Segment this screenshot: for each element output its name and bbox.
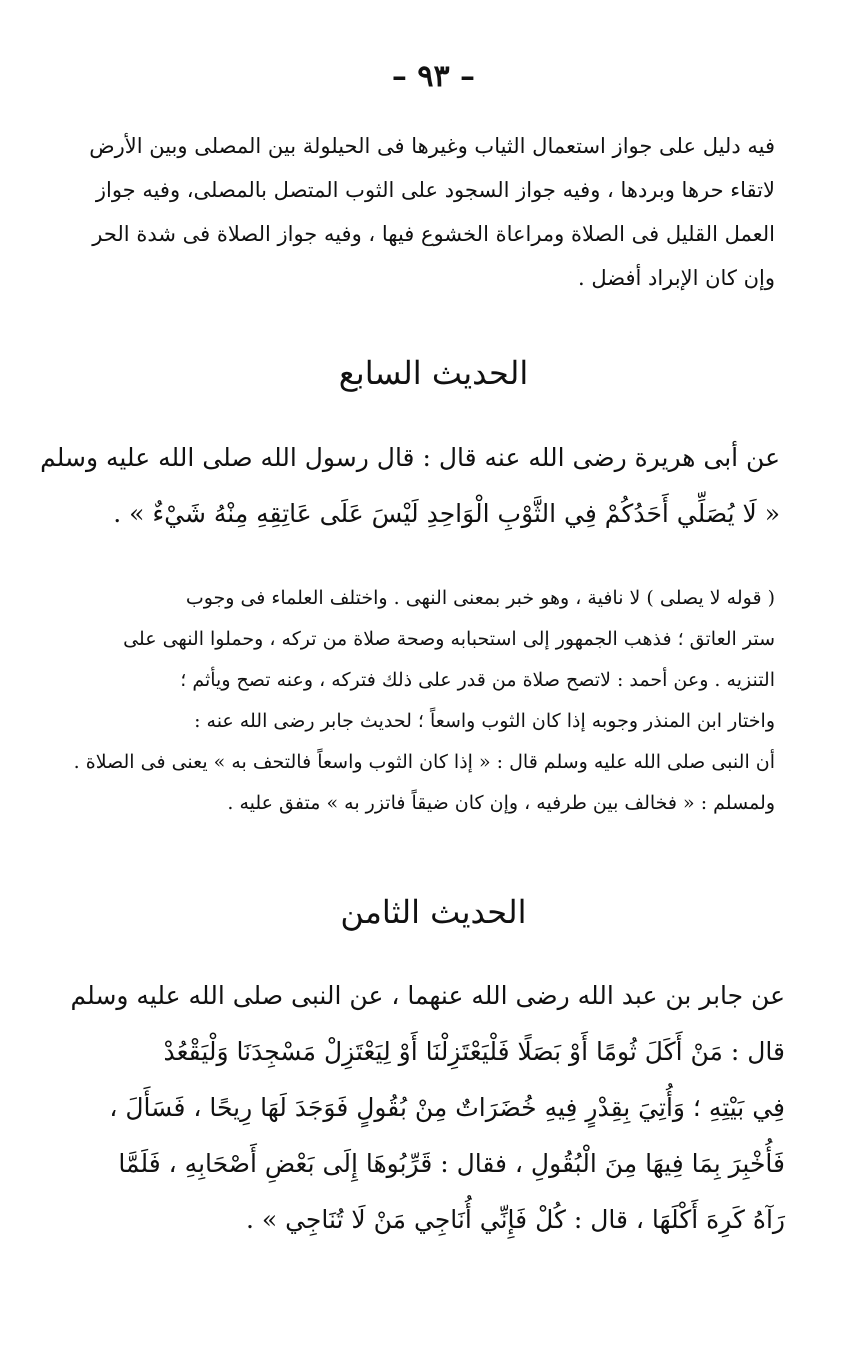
text-line: واختار ابن المنذر وجوبه إذا كان الثوب واسعاً ؛ لحديث جابر رضى الله عنه : [194,710,775,732]
paragraph-commentary-6 [89,124,775,300]
text-line: ولمسلم : « فخالف بين طرفيه ، وإن كان ضيقاً فاتزر به » متفق عليه . [227,792,775,814]
text-line: ( قوله لا يصلى ) لا نافية ، وهو خبر بمعنى النهى . واختلف العلماء فى وجوب [185,587,775,609]
text-line: قال : مَنْ أَكَلَ ثُومًا أَوْ بَصَلًا فَلْيَعْتَزِلْنَا أَوْ لِيَعْتَزِلْ مَسْجِدَنَا وَلْيَقْعُدْ [163,1037,785,1066]
text-line: العمل القليل فى الصلاة ومراعاة الخشوع فيها ، وفيه جواز الصلاة فى شدة الحر [92,222,775,246]
text-line: عن أبى هريرة رضى الله عنه قال : قال رسول الله صلى الله عليه وسلم [40,443,780,472]
text-line: « لَا يُصَلِّي أَحَدُكُمْ فِي الثَّوْبِ الْوَاحِدِ لَيْسَ عَلَى عَاتِقِهِ مِنْهُ شَيْءٌ » . [113,499,780,528]
text-line: وإن كان الإبراد أفضل . [577,266,775,290]
heading-hadith-7: الحديث السابع [338,354,529,392]
text-line: التنزيه . وعن أحمد : لاتصح صلاة من قدر على ذلك فتركه ، وعنه تصح ويأثم ؛ [180,669,775,691]
text-line: فَأُخْبِرَ بِمَا فِيهَا مِنَ الْبُقُولِ ، فقال : قَرِّبُوهَا إِلَى بَعْضِ أَصْحَابِهِ ، فَلَمَّا [118,1149,785,1178]
text-line: ستر العاتق ؛ فذهب الجمهور إلى استحبابه وصحة صلاة من تركه ، وحملوا النهى على [123,628,775,650]
heading-hadith-8: الحديث الثامن [340,893,527,931]
hadith-7-text [40,430,780,542]
text-line: أن النبى صلى الله عليه وسلم قال : « إذا كان الثوب واسعاً فالتحف به » يعنى فى الصلاة . [73,751,775,773]
paragraph-commentary-7 [73,578,775,824]
text-line: لاتقاء حرها وبردها ، وفيه جواز السجود على الثوب المتصل بالمصلى، وفيه جواز [95,178,775,202]
text-line: فيه دليل على جواز استعمال الثياب وغيرها فى الحيلولة بين المصلى وبين الأرض [89,134,775,158]
text-line: عن جابر بن عبد الله رضى الله عنهما ، عن النبى صلى الله عليه وسلم [70,981,785,1010]
text-line: فِي بَيْتِهِ ؛ وَأُتِيَ بِقِدْرٍ فِيهِ خُضَرَاتٌ مِنْ بُقُولٍ فَوَجَدَ لَهَا رِيحًا ، فَسَأَلَ ، [109,1093,785,1122]
page-number: – ٩٣ – [391,59,476,94]
hadith-8-text [70,968,785,1248]
text-line: رَآهُ كَرِهَ أَكْلَهَا ، قال : كُلْ فَإِنِّي أُنَاجِي مَنْ لَا تُنَاجِي » . [245,1205,785,1234]
